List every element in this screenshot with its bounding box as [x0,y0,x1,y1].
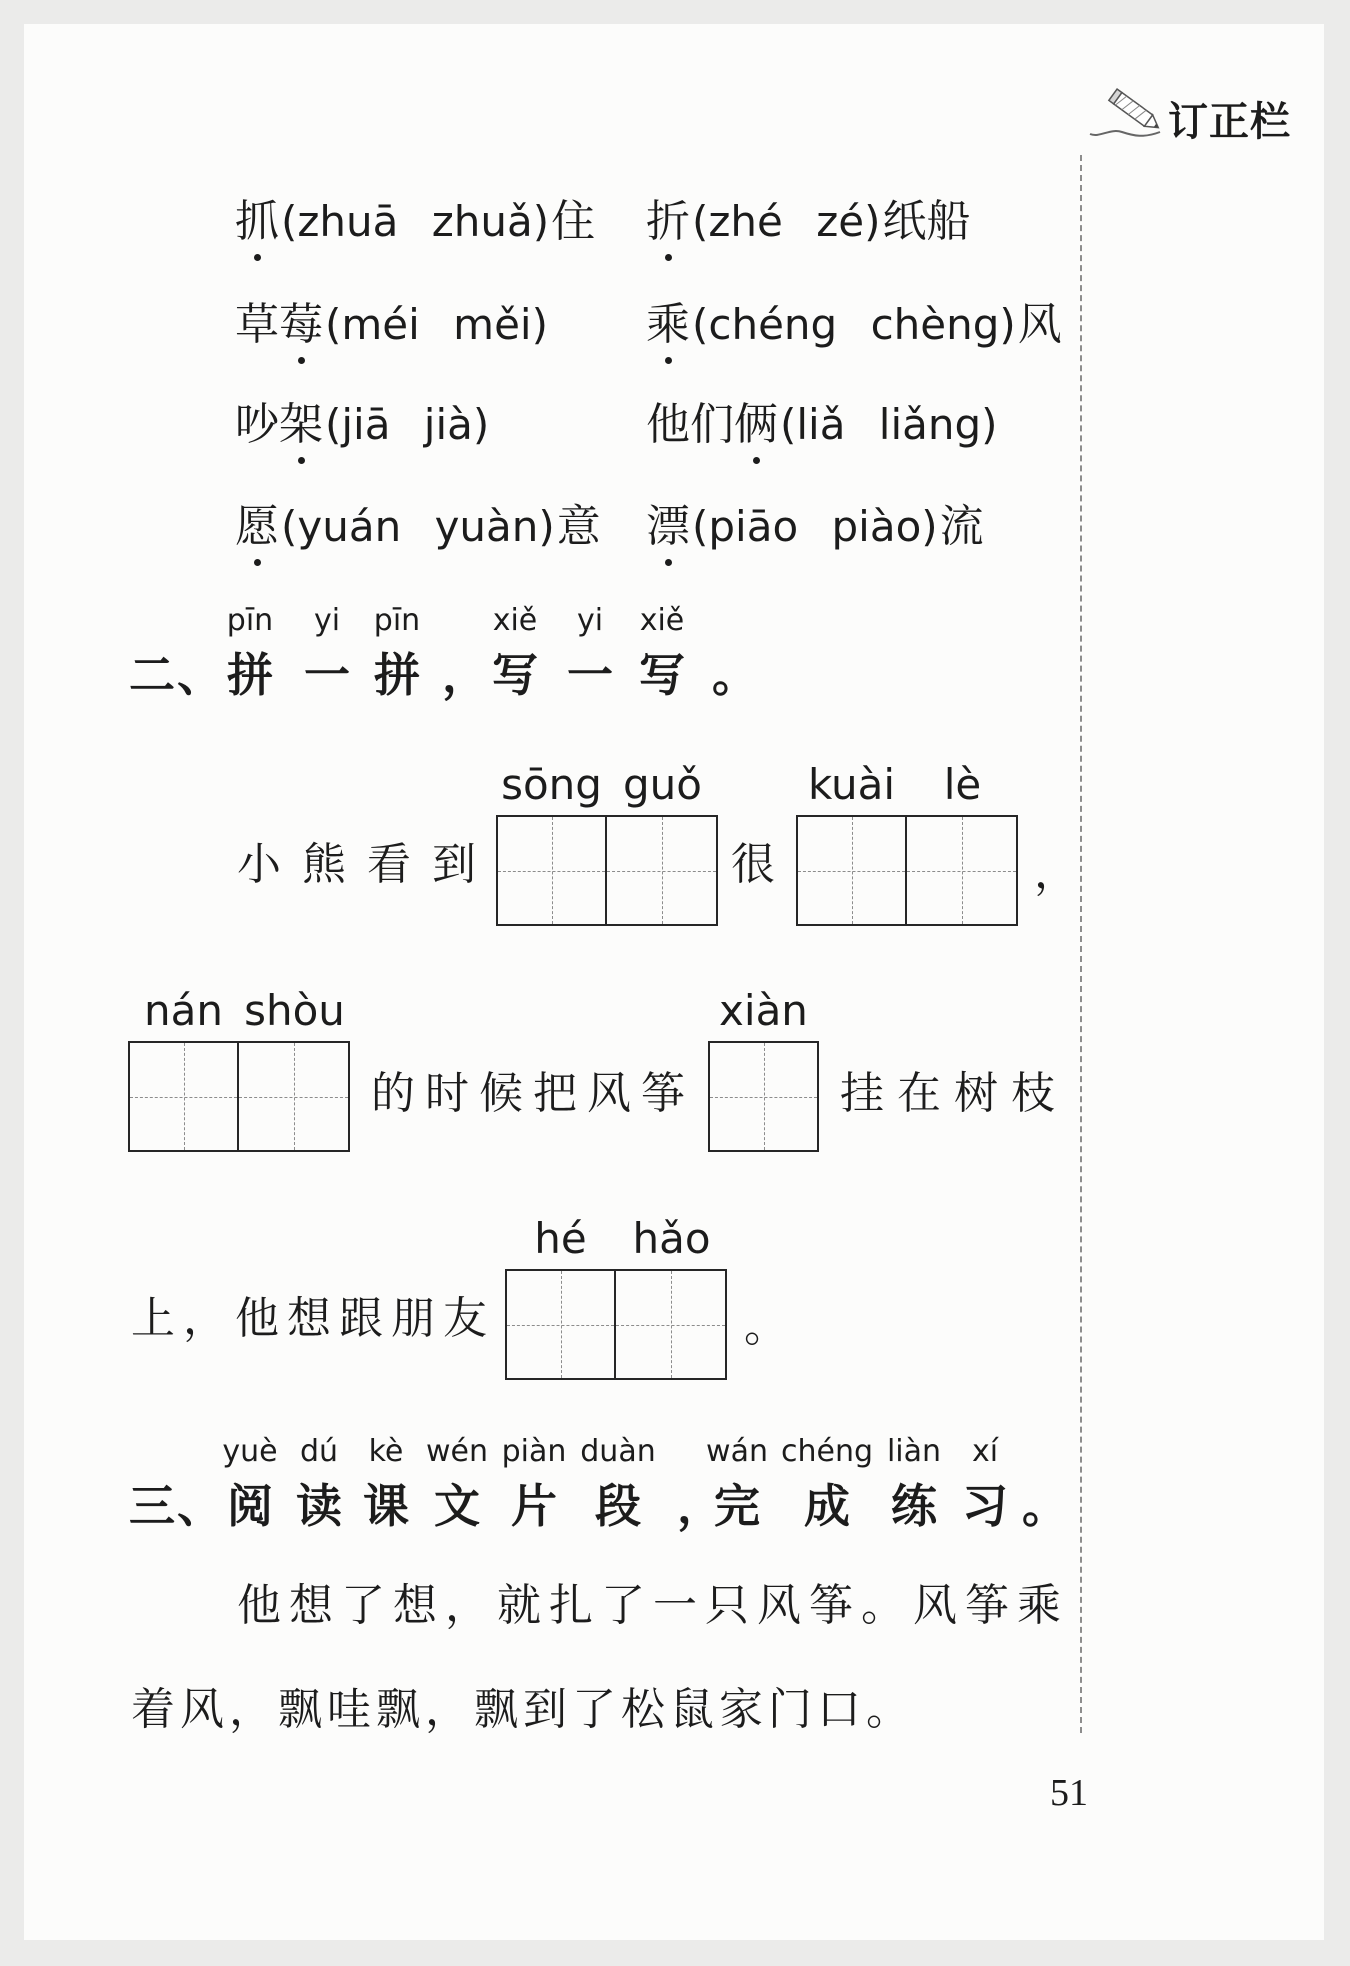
pinyin-options: (zhuā zhuǎ) [281,197,550,246]
heading-char: 、 [177,1479,223,1533]
sentence-fragment: 小熊看到 [237,839,497,890]
writing-grid-cell [616,1269,727,1380]
item-prefix: 草 [235,299,279,350]
heading-char: 、 [177,648,223,702]
pinyin-choice-item [646,499,984,555]
heading-char: 三 [129,1479,175,1533]
writing-blank [796,758,1018,926]
pinyin-options: (jiā jià) [325,400,490,449]
writing-grid-cell [239,1041,350,1152]
emphasized-character: 乘 [646,297,690,353]
heading-char: 片 [511,1479,557,1533]
heading-pinyin: wán [706,1434,768,1469]
writing-grid-cell [505,1269,616,1380]
sentence-fragment: 挂在树枝 [840,1068,1068,1119]
heading-pinyin: pīn [226,603,274,638]
item-prefix: 吵 [235,399,279,450]
page-number: 51 [1050,1772,1088,1814]
heading-column [985,1434,1105,1533]
emphasized-character: 愿 [235,499,279,555]
writing-grid-cell [496,815,607,926]
heading-char: 练 [891,1479,937,1533]
heading-pinyin: kè [368,1434,404,1469]
sentence-fragment: 的时候把风筝 [371,1068,695,1119]
item-suffix: 住 [551,196,596,247]
emphasized-character: 莓 [279,297,323,353]
heading-char: 写 [639,648,685,702]
heading-char: ， [677,1479,723,1533]
pencil-icon [1088,84,1172,142]
pinyin-choice-item [235,194,595,250]
pinyin-options: (chéng chèng) [692,300,1016,349]
heading-pinyin: piàn [501,1434,567,1469]
emphasized-character: 俩 [734,397,778,453]
heading-char: 习 [962,1479,1008,1533]
passage-line: 着风，飘哇飘，飘到了松鼠家门口。 [131,1684,915,1735]
heading-column [675,603,795,702]
sentence-punctuation: ， [1034,847,1078,898]
heading-char: 。 [712,648,758,702]
heading-char: 一 [304,648,350,702]
item-suffix: 流 [939,501,984,552]
sentence-fragment: 上，他想跟朋友 [131,1293,495,1344]
pinyin-choice-item [235,297,550,353]
heading-pinyin: yi [576,603,604,638]
emphasized-character: 折 [646,194,690,250]
heading-pinyin: yi [313,603,341,638]
heading-char: 写 [492,648,538,702]
heading-char: ， [442,648,488,702]
writing-grid-cell [128,1041,239,1152]
writing-grid-cell [607,815,718,926]
heading-char: 拼 [374,648,420,702]
heading-pinyin: yuè [222,1434,278,1469]
heading-char: 一 [567,648,613,702]
pinyin-options: (yuán yuàn) [281,502,555,551]
blank-pinyin: shòu [244,986,345,1035]
heading-char: 完 [714,1479,760,1533]
pinyin-choice-item [235,397,491,453]
heading-char: 拼 [227,648,273,702]
emphasized-character: 架 [279,397,323,453]
heading-char: 成 [804,1479,850,1533]
heading-pinyin: wén [425,1434,488,1469]
blank-pinyin: hǎo [632,1214,711,1263]
heading-char: 。 [1022,1479,1068,1533]
sentence-fragment: 很 [731,839,775,890]
heading-pinyin: pīn [373,603,421,638]
blank-pinyin: kuài [807,760,896,809]
heading-char: 阅 [227,1479,273,1533]
item-suffix: 意 [556,501,601,552]
heading-pinyin: dú [299,1434,339,1469]
item-prefix: 他们 [646,399,734,450]
blank-pinyin: lè [943,760,982,809]
sentence-punctuation: 。 [744,1301,788,1352]
item-suffix: 风 [1017,299,1062,350]
emphasized-character: 漂 [646,499,690,555]
writing-blank [708,984,819,1152]
heading-pinyin: liàn [886,1434,942,1469]
pinyin-choice-item [646,297,1062,353]
writing-blank [496,758,718,926]
blank-pinyin: xiàn [719,986,808,1035]
pinyin-choice-item [646,194,971,250]
passage-line: 他想了想，就扎了一只风筝。风筝乘 [237,1580,1069,1631]
writing-grid-cell [796,815,907,926]
heading-char: 读 [296,1479,342,1533]
heading-char: 课 [363,1479,409,1533]
heading-pinyin [985,1434,1105,1470]
heading-pinyin: xí [971,1434,999,1469]
heading-pinyin [675,603,795,639]
pinyin-options: (méi měi) [325,300,548,349]
item-suffix: 纸船 [882,196,971,247]
heading-pinyin: duàn [580,1434,656,1469]
heading-char: 段 [595,1479,641,1533]
emphasized-character: 抓 [235,194,279,250]
heading-pinyin: chéng [780,1434,874,1469]
pinyin-options: (liǎ liǎng) [780,400,998,449]
writing-blank [128,984,350,1152]
writing-grid-cell [708,1041,819,1152]
pinyin-options: (zhé zé) [692,197,881,246]
writing-blank [505,1212,727,1380]
heading-pinyin: xiě [492,603,538,638]
blank-pinyin: hé [534,1214,587,1263]
blank-pinyin: nán [144,986,223,1035]
blank-pinyin: guǒ [623,760,702,809]
writing-grid-cell [907,815,1018,926]
pinyin-options: (piāo piào) [692,502,938,551]
heading-char: 文 [434,1479,480,1533]
heading-char: 二 [129,648,175,702]
blank-pinyin: sōng [501,760,602,809]
heading-pinyin: xiě [639,603,685,638]
correction-column-label: 订正栏 [1168,99,1291,145]
pinyin-choice-item [235,499,601,555]
pinyin-choice-item [646,397,1000,453]
